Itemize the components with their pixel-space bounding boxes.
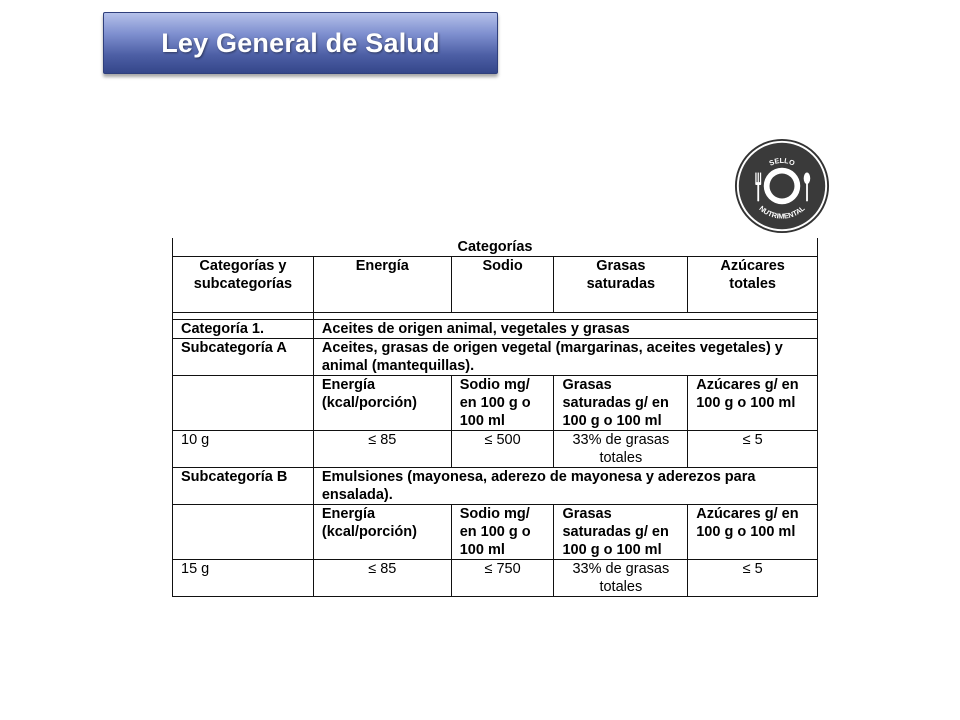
subcategory-row xyxy=(173,468,818,505)
table-title: Categorías xyxy=(173,238,818,257)
page-title: Ley General de Salud xyxy=(161,27,440,58)
col-azucares: Azúcares g/ en 100 g o 100 ml xyxy=(688,505,818,560)
portion-value: 15 g xyxy=(173,560,314,597)
sello-nutrimental-logo xyxy=(734,138,830,234)
fat-value: 33% de grasas totales xyxy=(554,560,688,597)
energy-value: ≤ 85 xyxy=(313,560,451,597)
col-grasas: Grasas saturadas g/ en 100 g o 100 ml xyxy=(554,376,688,431)
seal-top-text: SELLO xyxy=(767,155,797,168)
header-azucares: Azúcares totales xyxy=(688,257,818,313)
values-row xyxy=(173,560,818,597)
sodium-value: ≤ 500 xyxy=(451,431,554,468)
header-energia: Energía xyxy=(313,257,451,313)
values-row xyxy=(173,431,818,468)
category-description: Aceites de origen animal, vegetales y grasas xyxy=(313,320,817,339)
table-title-row xyxy=(173,238,818,257)
subcategory-label: Subcategoría A xyxy=(173,339,314,376)
header-categorias: Categorías y subcategorías xyxy=(173,257,314,313)
col-grasas: Grasas saturadas g/ en 100 g o 100 ml xyxy=(554,505,688,560)
subcategory-row xyxy=(173,339,818,376)
category-row xyxy=(173,320,818,339)
sugar-value: ≤ 5 xyxy=(688,560,818,597)
subcategory-header-row xyxy=(173,505,818,560)
categories-table xyxy=(172,238,818,597)
subcategory-label: Subcategoría B xyxy=(173,468,314,505)
col-azucares: Azúcares g/ en 100 g o 100 ml xyxy=(688,376,818,431)
subcategory-description: Emulsiones (mayonesa, aderezo de mayonesa y aderezos para ensalada). xyxy=(313,468,817,505)
col-sodio: Sodio mg/ en 100 g o 100 ml xyxy=(451,505,554,560)
category-label: Categoría 1. xyxy=(173,320,314,339)
fat-value: 33% de grasas totales xyxy=(554,431,688,468)
subcategory-description: Aceites, grasas de origen vegetal (margarinas, aceites vegetales) y animal (mantequillas). xyxy=(313,339,817,376)
col-sodio: Sodio mg/ en 100 g o 100 ml xyxy=(451,376,554,431)
portion-value: 10 g xyxy=(173,431,314,468)
spacer-row xyxy=(173,313,818,320)
energy-value: ≤ 85 xyxy=(313,431,451,468)
subcategory-header-row xyxy=(173,376,818,431)
table-header-row xyxy=(173,257,818,313)
title-banner xyxy=(103,12,498,74)
header-grasas: Grasas saturadas xyxy=(554,257,688,313)
header-sodio: Sodio xyxy=(451,257,554,313)
col-energia: Energía (kcal/porción) xyxy=(313,376,451,431)
seal-bottom-text: NUTRIMENTAL xyxy=(757,203,807,221)
sodium-value: ≤ 750 xyxy=(451,560,554,597)
col-energia: Energía (kcal/porción) xyxy=(313,505,451,560)
sugar-value: ≤ 5 xyxy=(688,431,818,468)
